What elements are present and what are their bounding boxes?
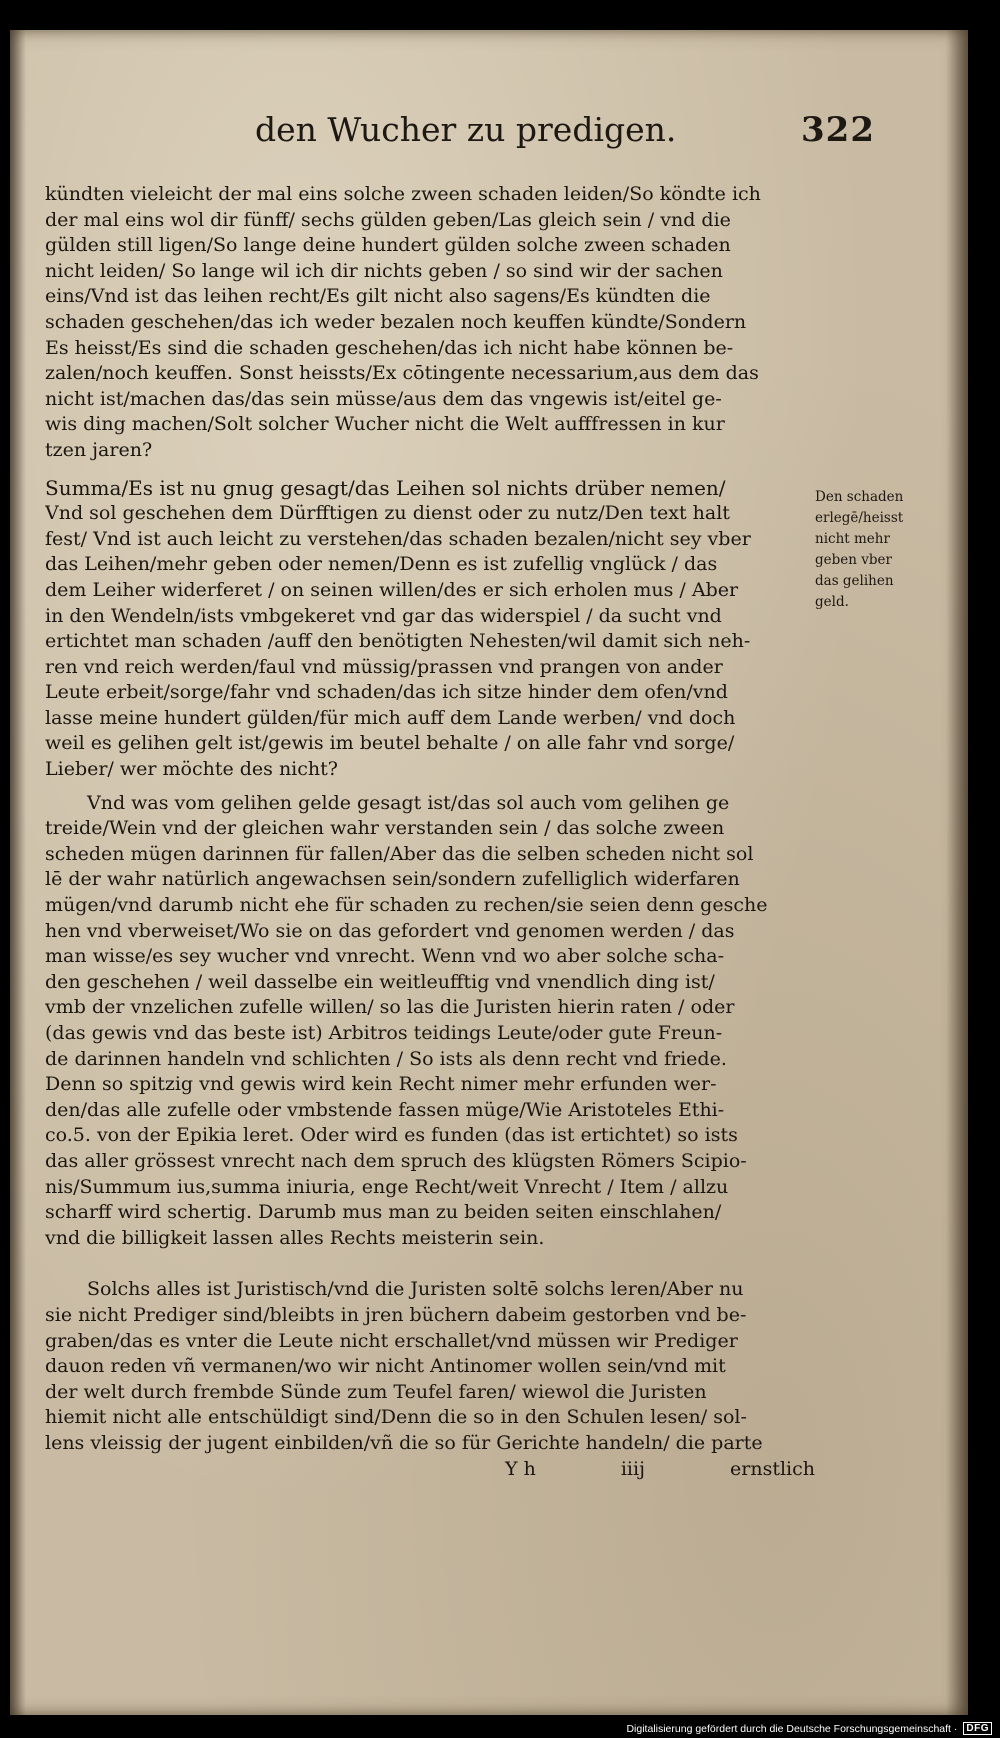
- text-line: tzen jaren?: [45, 438, 153, 461]
- text-line: das aller grössest vnrecht nach dem spruch des klügsten Römers Scipio-: [45, 1149, 747, 1172]
- text-line: hen vnd vberweiset/Wo sie on das gefordert vnd genomen werden / das: [45, 919, 735, 942]
- margin-note-line: nicht mehr: [815, 531, 890, 547]
- margin-note-line: erlegē/heisst: [815, 510, 904, 526]
- text-line: Lieber/ wer möchte des nicht?: [45, 758, 338, 781]
- text-line: Denn so spitzig vnd gewis wird kein Recht nimer mehr erfunden wer-: [45, 1073, 717, 1096]
- text-line: den/das alle zufelle oder vmbstende fassen müge/Wie Aristoteles Ethi-: [45, 1098, 725, 1121]
- running-header: [255, 110, 875, 150]
- text-line: de darinnen handeln vnd schlichten / So ists als denn recht vnd friede.: [45, 1047, 727, 1070]
- folio-number: 322: [801, 110, 875, 150]
- text-line: lē der wahr natürlich angewachsen sein/sondern zufelliglich widerfaren: [45, 868, 740, 891]
- text-line: nicht leiden/ So lange wil ich dir nichts geben / so sind wir der sachen: [45, 259, 723, 282]
- text-line: Vnd was vom gelihen gelde gesagt ist/das sol auch vom gelihen ge: [87, 791, 730, 814]
- text-line: zalen/noch keuffen. Sonst heissts/Ex cōtingente necessarium,aus dem das: [45, 362, 759, 385]
- text-line: wis ding machen/Solt solcher Wucher nicht die Welt aufffressen in kur: [45, 413, 725, 436]
- text-line: treide/Wein vnd der gleichen wahr verstanden sein / das solche zween: [45, 817, 725, 840]
- paragraph-1: [45, 182, 823, 464]
- text-line: vmb der vnzelichen zufelle willen/ so las die Juristen hierin raten / oder: [45, 996, 735, 1019]
- catchword: ernstlich: [730, 1457, 815, 1480]
- text-line: hiemit nicht alle entschüldigt sind/Denn die so in den Schulen lesen/ sol-: [45, 1406, 747, 1429]
- text-line: vnd die billigkeit lassen alles Rechts meisterin sein.: [45, 1226, 545, 1249]
- text-line: graben/das es vnter die Leute nicht erschallet/vnd müssen wir Prediger: [45, 1329, 738, 1352]
- text-line: Solchs alles ist Juristisch/vnd die Juristen soltē solchs leren/Aber nu: [87, 1278, 744, 1301]
- signature-line: [45, 1457, 823, 1483]
- footer-credit: Digitalisierung gefördert durch die Deutsche Forschungsgemeinschaft ·: [626, 1722, 958, 1735]
- text-line: schaden geschehen/das ich weder bezalen noch keuffen kündte/Sondern: [45, 310, 747, 333]
- margin-note-line: das gelihen: [815, 573, 894, 589]
- main-text-block: [45, 182, 823, 1482]
- dfg-logo: DFG: [963, 1722, 992, 1735]
- margin-note: [815, 487, 925, 613]
- signature-mark: Y h: [505, 1457, 536, 1480]
- text-line: man wisse/es sey wucher vnd vnrecht. Wenn vnd wo aber solche scha-: [45, 945, 725, 968]
- text-line: Summa/Es ist nu gnug gesagt/das Leihen sol nichts drüber nemen/: [45, 475, 726, 500]
- text-line: den geschehen / weil dasselbe ein weitleufftig vnd vnendlich ding ist/: [45, 970, 715, 993]
- text-line: nicht ist/machen das/das sein müsse/aus dem das vngewis ist/eitel ge-: [45, 387, 722, 410]
- text-line: ren vnd reich werden/faul vnd müssig/prassen vnd prangen von ander: [45, 655, 723, 678]
- text-line: in den Wendeln/ists vmbgekeret vnd gar das widerspiel / da sucht vnd: [45, 604, 722, 627]
- paragraph-3: [45, 791, 823, 1252]
- margin-note-line: geld.: [815, 594, 849, 610]
- signature-number: iiij: [620, 1457, 645, 1480]
- text-line: lens vleissig der jugent einbilden/vñ die so für Gerichte handeln/ die parte: [45, 1431, 763, 1454]
- text-line: fest/ Vnd ist auch leicht zu verstehen/das schaden bezalen/nicht sey vber: [45, 527, 751, 550]
- page-scan: [10, 30, 968, 1715]
- text-line: der welt durch frembde Sünde zum Teufel faren/ wiewol die Juristen: [45, 1380, 707, 1403]
- text-line: weil es gelihen gelt ist/gewis im beutel behalte / on alle fahr vnd sorge/: [45, 732, 735, 755]
- text-line: Vnd sol geschehen dem Dürfftigen zu dienst oder zu nutz/Den text halt: [45, 502, 730, 525]
- text-line: kündten vieleicht der mal eins solche zween schaden leiden/So köndte ich: [45, 183, 761, 205]
- text-line: das Leihen/mehr geben oder nemen/Denn es ist zufellig vnglück / das: [45, 553, 718, 576]
- text-line: lasse meine hundert gülden/für mich auff dem Lande werben/ vnd doch: [45, 706, 736, 729]
- text-line: Leute erbeit/sorge/fahr vnd schaden/das ich sitze hinder dem ofen/vnd: [45, 681, 728, 704]
- text-line: scharff wird schertig. Darumb mus man zu beiden seiten einschlahen/: [45, 1201, 722, 1224]
- text-line: sie nicht Prediger sind/bleibts in jren büchern dabeim gestorben vnd be-: [45, 1303, 747, 1326]
- text-line: nis/Summum ius,summa iniuria, enge Recht/weit Vnrecht / Item / allzu: [45, 1175, 729, 1198]
- text-line: dem Leiher widerferet / on seinen willen/des er sich erholen mus / Aber: [45, 578, 739, 601]
- text-line: gülden still ligen/So lange deine hundert gülden solche zween schaden: [45, 234, 731, 257]
- text-line: der mal eins wol dir fünff/ sechs gülden geben/Las gleich sein / vnd die: [45, 208, 731, 231]
- text-line: mügen/vnd darumb nicht ehe für schaden zu rechen/sie seien denn gesche: [45, 894, 768, 917]
- text-line: (das gewis vnd das beste ist) Arbitros teidings Leute/oder gute Freun-: [45, 1022, 723, 1044]
- text-line: scheden mügen darinnen für fallen/Aber das die selben scheden nicht sol: [45, 842, 754, 865]
- text-line: eins/Vnd ist das leihen recht/Es gilt nicht also sagens/Es kündten die: [45, 285, 711, 308]
- text-line: ertichtet man schaden /auff den benötigten Nehesten/wil damit sich neh-: [45, 630, 751, 653]
- text-line: Es heisst/Es sind die schaden geschehen/das ich nicht habe können be-: [45, 336, 734, 359]
- text-line: co.5. von der Epikia leret. Oder wird es funden (das ist ertichtet) so ists: [45, 1124, 738, 1147]
- digitization-footer: [0, 1719, 1000, 1738]
- margin-note-line: Den schaden: [815, 489, 904, 505]
- margin-note-line: geben vber: [815, 552, 892, 568]
- running-title: den Wucher zu predigen.: [255, 110, 677, 149]
- paragraph-4: [45, 1277, 823, 1456]
- paragraph-2: [45, 476, 823, 783]
- text-line: dauon reden vñ vermanen/wo wir nicht Antinomer wollen sein/vnd mit: [45, 1355, 726, 1378]
